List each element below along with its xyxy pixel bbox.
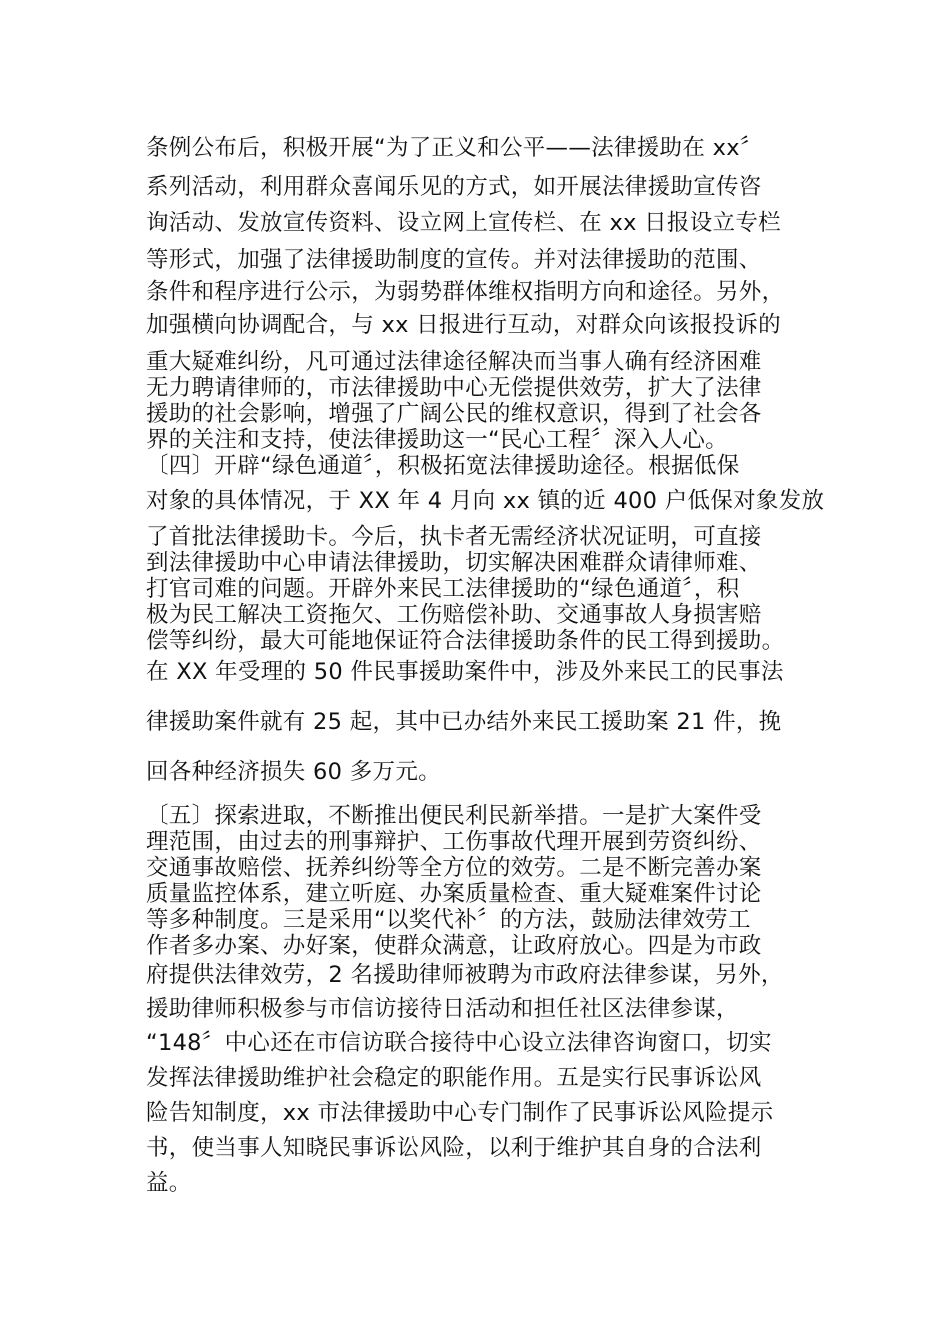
text-line: 极为民工解决工资拖欠、工伤赔偿补助、交通事故人身损害赔 [146,602,762,628]
text-line: 等形式，加强了法律援助制度的宣传。并对法律援助的范围、 [146,247,762,273]
text-line: 发挥法律援助维护社会稳定的职能作用。五是实行民事诉讼风 [146,1065,762,1091]
text-line: 援助的社会影响，增强了广阔公民的维权意识，得到了社会各 [146,401,762,427]
text-line: 〔四〕开辟“绿色通道〞，积极拓宽法律援助途径。根据低保 [146,453,740,479]
text-line: 条例公布后，积极开展“为了正义和公平——法律援助在 xx〞 [146,135,763,161]
text-line: 作者多办案、办好案，使群众满意，让政府放心。四是为市政 [146,933,762,959]
text-line: 回各种经济损失 60 多万元。 [146,759,441,785]
text-line: 险告知制度，xx 市法律援助中心专门制作了民事诉讼风险提示 [146,1100,774,1126]
text-line: 在 XX 年受理的 50 件民事援助案件中，涉及外来民工的民事法 [146,659,784,685]
text-line: 加强横向协调配合，与 xx 日报进行互动，对群众向该报投诉的 [146,312,781,338]
text-line: 偿等纠纷，最大可能地保证符合法律援助条件的民工得到援助。 [146,628,785,654]
text-line: 书，使当事人知晓民事诉讼风险，以利于维护其自身的合法利 [146,1135,762,1161]
text-line: 质量监控体系，建立听庭、办案质量检查、重大疑难案件讨论 [146,881,762,907]
text-line: 了首批法律援助卡。今后，执卡者无需经济状况证明，可直接 [146,524,762,550]
text-line: 条件和程序进行公示，为弱势群体维权指明方向和途径。另外， [146,279,785,305]
text-line: 交通事故赔偿、抚养纠纷等全方位的效劳。二是不断完善办案 [146,855,762,881]
text-line: 系列活动，利用群众喜闻乐见的方式，如开展法律援助宣传咨 [146,174,762,200]
text-line: 益。 [146,1170,192,1196]
text-line: 界的关注和支持，使法律援助这一“民心工程〞深入人心。 [146,427,728,453]
text-line: 府提供法律效劳，2 名援助律师被聘为市政府法律参谋，另外， [146,962,784,988]
text-line: 援助律师积极参与市信访接待日活动和担任社区法律参谋， [146,996,739,1022]
text-line: 理范围，由过去的刑事辩护、工伤事故代理开展到劳资纠纷、 [146,829,762,855]
text-line: 询活动、发放宣传资料、设立网上宣传栏、在 xx 日报设立专栏 [146,210,781,236]
text-line: 律援助案件就有 25 起，其中已办结外来民工援助案 21 件，挽 [146,709,782,735]
text-line: 重大疑难纠纷，凡可通过法律途径解决而当事人确有经济困难 [146,349,762,375]
text-line: 等多种制度。三是采用“以奖代补〞的方法，鼓励法律效劳工 [146,907,751,933]
text-line: 打官司难的问题。开辟外来民工法律援助的“绿色通道〞，积 [146,576,740,602]
text-line: 〔五〕探索进取，不断推出便民利民新举措。一是扩大案件受 [146,803,762,829]
text-line: 无力聘请律师的，市法律援助中心无偿提供效劳，扩大了法律 [146,375,762,401]
text-line: 对象的具体情况，于 XX 年 4 月向 xx 镇的近 400 户低保对象发放 [146,488,825,514]
text-line: “148〞中心还在市信访联合接待中心设立法律咨询窗口，切实 [146,1030,772,1056]
text-line: 到法律援助中心申请法律援助，切实解决困难群众请律师难、 [146,550,762,576]
